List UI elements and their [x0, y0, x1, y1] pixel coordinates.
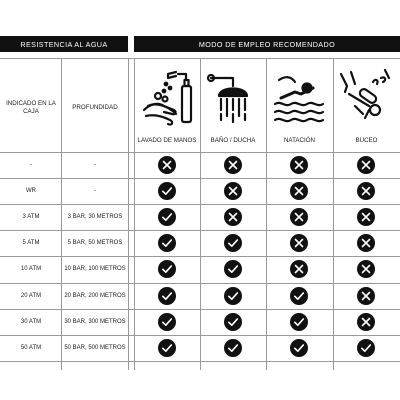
cross-icon: [224, 156, 242, 174]
diving-icon: [337, 66, 393, 128]
activity-label-diving: BUCEO: [355, 137, 378, 144]
cell-depth: 3 BAR, 30 METROS: [67, 214, 123, 220]
activity-label-swimming: NATACIÓN: [283, 137, 316, 144]
cross-icon: [357, 234, 375, 252]
check-icon: [357, 339, 375, 357]
divider: [0, 309, 400, 310]
cell-case-rating: 5 ATM: [22, 240, 40, 246]
divider: [0, 178, 400, 179]
check-icon: [224, 260, 242, 278]
cross-icon: [290, 260, 308, 278]
cross-icon: [224, 182, 242, 200]
check-icon: [158, 234, 176, 252]
cell-depth: -: [94, 162, 96, 168]
divider: [0, 58, 400, 59]
check-icon: [224, 287, 242, 305]
check-icon: [158, 182, 176, 200]
column-header-depth: PROFUNDIDAD: [72, 104, 118, 111]
cell-case-rating: 10 ATM: [20, 266, 42, 272]
divider: [0, 335, 400, 336]
swimming-icon: [271, 66, 327, 128]
cross-icon: [290, 234, 308, 252]
cell-case-rating: -: [30, 162, 32, 168]
cross-icon: [357, 313, 375, 331]
cell-case-rating: WR: [26, 188, 36, 194]
divider: [0, 152, 400, 153]
check-icon: [158, 260, 176, 278]
check-icon: [224, 339, 242, 357]
check-icon: [158, 339, 176, 357]
cross-icon: [357, 208, 375, 226]
divider: [128, 58, 129, 370]
divider: [0, 256, 400, 257]
divider: [200, 58, 201, 370]
divider: [266, 58, 267, 370]
cell-case-rating: 50 ATM: [20, 345, 42, 351]
hand-washing-icon: [140, 66, 196, 128]
divider: [333, 58, 334, 370]
cell-case-rating: 3 ATM: [22, 214, 40, 220]
check-icon: [158, 313, 176, 331]
cell-depth: 20 BAR, 200 METROS: [64, 293, 126, 299]
cross-icon: [357, 287, 375, 305]
cell-depth: 5 BAR, 50 METROS: [67, 240, 123, 246]
shower-icon: [205, 66, 261, 128]
check-icon: [158, 208, 176, 226]
cross-icon: [357, 260, 375, 278]
activity-label-shower: BAÑO / DUCHA: [210, 137, 256, 144]
cross-icon: [357, 156, 375, 174]
cross-icon: [158, 156, 176, 174]
check-icon: [158, 287, 176, 305]
divider: [0, 361, 400, 362]
check-icon: [290, 313, 308, 331]
check-icon: [290, 287, 308, 305]
cell-depth: 10 BAR, 100 METROS: [64, 266, 126, 272]
check-icon: [224, 234, 242, 252]
cross-icon: [290, 208, 308, 226]
check-icon: [224, 313, 242, 331]
cross-icon: [357, 182, 375, 200]
cell-case-rating: 20 ATM: [20, 293, 42, 299]
cell-depth: 30 BAR, 300 METROS: [64, 319, 126, 325]
divider: [134, 58, 135, 370]
divider: [0, 230, 400, 231]
cell-case-rating: 30 ATM: [20, 319, 42, 325]
cell-depth: -: [94, 188, 96, 194]
header-water-resistance: RESISTENCIA AL AGUA: [0, 36, 128, 52]
check-icon: [290, 339, 308, 357]
divider: [0, 204, 400, 205]
cross-icon: [290, 182, 308, 200]
activity-label-hand-washing: LAVADO DE MANOS: [137, 137, 197, 144]
cross-icon: [290, 156, 308, 174]
cell-depth: 50 BAR, 500 METROS: [64, 345, 126, 351]
cross-icon: [224, 208, 242, 226]
divider: [0, 283, 400, 284]
header-recommended-use: MODO DE EMPLEO RECOMENDADO: [134, 36, 400, 52]
column-header-case: INDICADO EN LA CAJA: [6, 100, 56, 115]
